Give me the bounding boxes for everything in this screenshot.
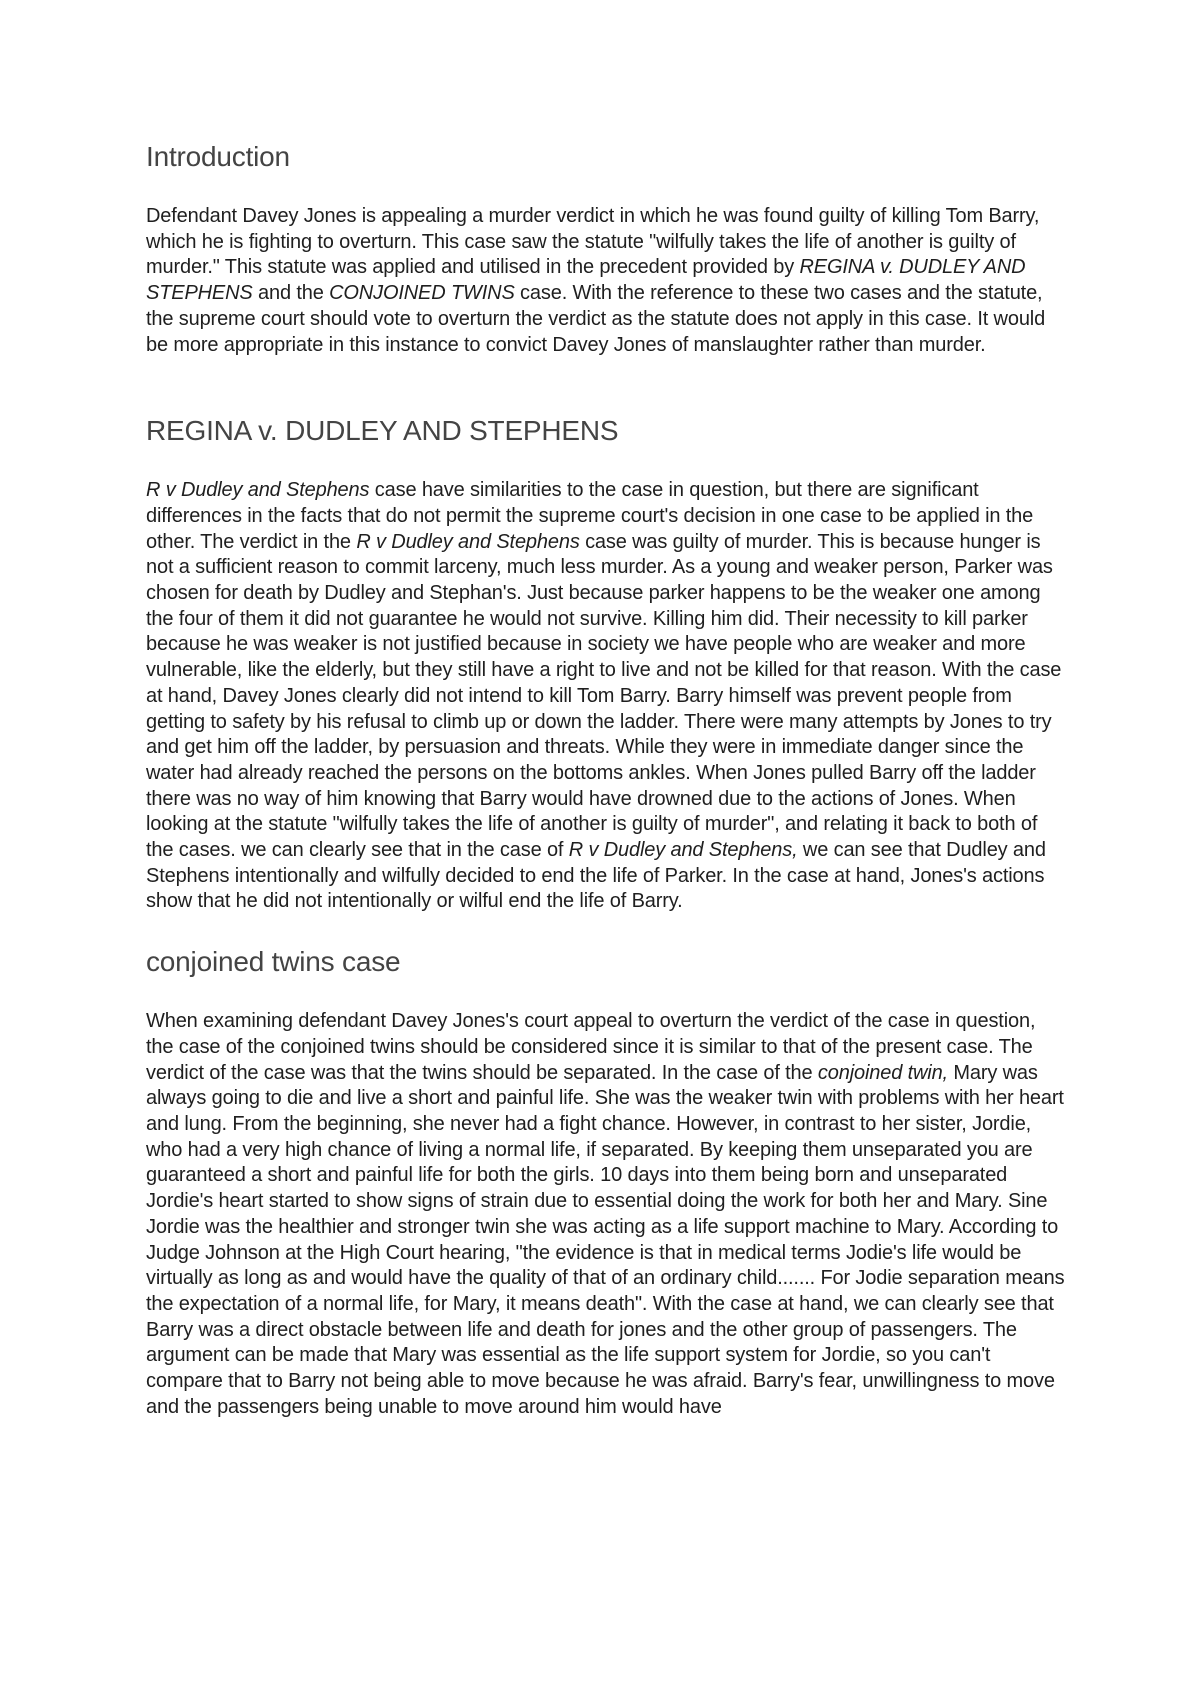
text-run: Mary was always going to die and live a short and painful life. She was the weaker twin with problems with her heart and lung. From the beginning, she never had a fight chance. However, in contrast to her sister, Jordie, who had a very high chance of living a normal life, if separated. By keeping them unseparated you are guaranteed a short and painful life for both the girls. 10 days into them being born and unseparated Jordie's heart started to show signs of strain due to essential doing the work for both her and Mary. Sine Jordie was the healthier and stronger twin she was acting as a life support machine to Mary. According to Judge Johnson at the High Court hearing, "the evidence is that in medical terms Jodie's life would be virtually as long as and would have the quality of that of an ordinary child....... For Jodie separation means the expectation of a normal life, for Mary, it means death". With the case at hand, we can clearly see that Barry was a direct obstacle between life and death for jones and the other group of passengers. The argument can be made that Mary was essential as the life support system for Jordie, so you can't compare that to Barry not being able to move because he was afraid. Barry's fear, unwillingness to move and the passengers being unable to move around him would have — [146, 1061, 1065, 1418]
case-name-italic: R v Dudley and Stephens — [146, 479, 370, 502]
text-run: case have similarities to the case in question, but there are significant differences in the facts that do not permit the supreme court's decision in one case to be applied in the other. The verdict in the — [146, 479, 1034, 553]
case-name-italic: REGINA v. DUDLEY AND STEPHENS — [146, 256, 1026, 305]
case-name-italic: conjoined twin, — [817, 1061, 948, 1084]
text-run: Defendant Davey Jones is appealing a murder verdict in which he was found guilty of killing Tom Barry, which he is fighting to overturn. This case saw the statute "wilfully takes the life of another is guilty of murder." This statute was applied and utilised in the precedent provided by — [146, 205, 1040, 279]
text-run: When examining defendant Davey Jones's court appeal to overturn the verdict of the case in question, the case of the conjoined twins should be considered since it is similar to that of the present case. The verdict of the case was that the twins should be separated. In the case of the — [146, 1010, 1036, 1084]
introduction-paragraph — [146, 204, 1066, 358]
case-name-italic: R v Dudley and Stephens — [356, 530, 580, 553]
text-run: case was guilty of murder. This is because hunger is not a sufficient reason to commit larceny, much less murder. As a young and weaker person, Parker was chosen for death by Dudley and Stephan's. Just because parker happens to be the weaker one among the four of them it did not guarantee he would not survive. Killing him did. Their necessity to kill parker because he was weaker is not justified because in society we have people who are weaker and more vulnerable, like the elderly, but they still have a right to live and not be killed for that reason. With the case at hand, Davey Jones clearly did not intend to kill Tom Barry. Barry himself was prevent people from getting to safety by his refusal to climb up or down the ladder. There were many attempts by Jones to try and get him off the ladder, by persuasion and threats. While they were in immediate danger since the water had already reached the persons on the bottoms ankles. When Jones pulled Barry off the ladder there was no way of him knowing that Barry would have drowned due to the actions of Jones. When looking at the statute "wilfully takes the life of another is guilty of murder", and relating it back to both of the cases. we can clearly see that in the case of — [146, 530, 1062, 862]
case-name-italic: R v Dudley and Stephens, — [568, 839, 798, 862]
text-run: case. With the reference to these two cases and the statute, the supreme court should vote to overturn the verdict as the statute does not apply in this case. It would be more appropriate in this instance to convict Davey Jones of manslaughter rather than murder. — [146, 282, 1046, 356]
conjoined-twins-heading: conjoined twins case — [146, 946, 401, 978]
case-name-italic: CONJOINED TWINS — [329, 282, 515, 305]
document-page — [146, 140, 1066, 1420]
regina-heading: REGINA v. DUDLEY AND STEPHENS — [146, 415, 619, 447]
text-run: we can see that Dudley and Stephens intentionally and wilfully decided to end the life of Parker. In the case at hand, Jones's actions show that he did not intentionally or wilful end the life of Barry. — [146, 839, 1046, 913]
conjoined-twins-paragraph — [146, 1009, 1066, 1420]
text-run: and the — [252, 282, 330, 305]
introduction-heading: Introduction — [146, 141, 290, 172]
regina-paragraph — [146, 478, 1066, 915]
